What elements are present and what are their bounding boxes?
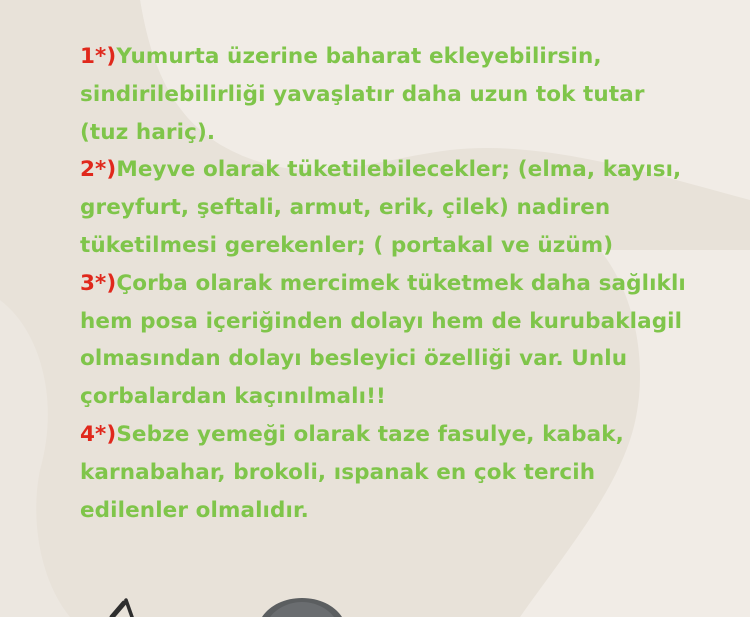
item-text: Sebze yemeği olarak taze fasulye, kabak, karnabahar, brokoli, ıspanak en çok tercih edilenler olmalıdır. [80, 421, 624, 523]
bowl-icon [262, 598, 342, 617]
item-number: 1*) [80, 44, 117, 69]
item-text: Çorba olarak mercimek tüketmek daha sağlıklı hem posa içeriğinden dolayı hem de kurubaklagil olmasından dolayı besleyici özelliği var. Unlu çorbalardan kaçınılmalı!! [80, 270, 686, 410]
item-text: Yumurta üzerine baharat ekleyebilirsin, sindirilebilirliği yavaşlatır daha uzun tok tutar (tuz hariç). [80, 44, 645, 145]
item-number: 3*) [80, 270, 117, 296]
item-number: 4*) [80, 421, 117, 447]
item-text: Meyve olarak tüketilebilecekler; (elma, kayısı, greyfurt, şeftali, armut, erik, çilek) nadiren tüketilmesi gerekenler; ( portakal ve üzüm) [80, 157, 682, 258]
item-number: 2*) [80, 157, 117, 183]
spoon-icon [112, 600, 132, 617]
